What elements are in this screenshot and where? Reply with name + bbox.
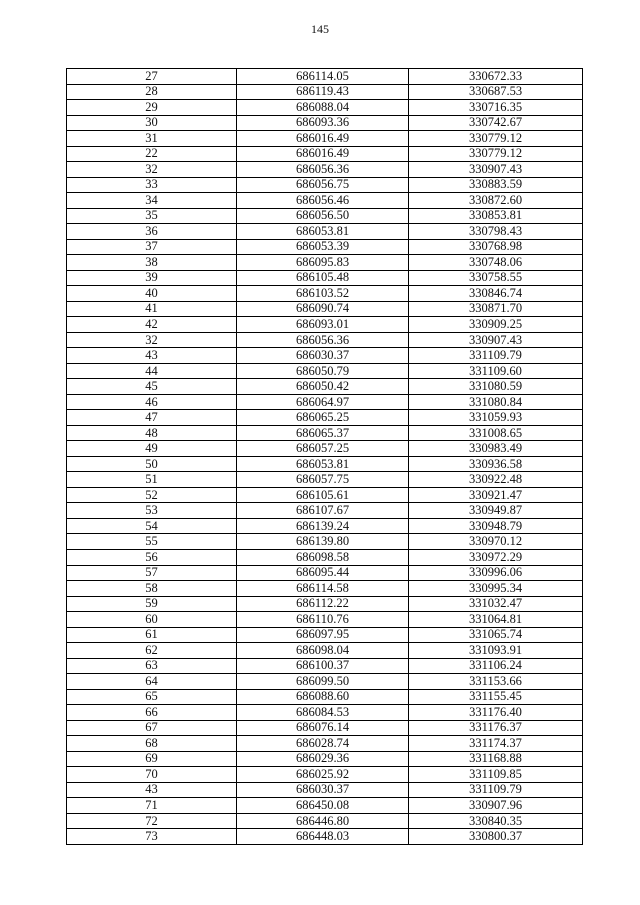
table-row — [67, 317, 583, 333]
y-coordinate-cell: 330840.35 — [409, 813, 583, 829]
table-row — [67, 193, 583, 209]
point-number-cell: 22 — [67, 146, 237, 162]
table-row — [67, 146, 583, 162]
y-coordinate-cell: 331168.88 — [409, 751, 583, 767]
table-row — [67, 255, 583, 271]
table-row — [67, 705, 583, 721]
table-row — [67, 534, 583, 550]
point-number-cell: 73 — [67, 829, 237, 845]
x-coordinate-cell: 686446.80 — [237, 813, 409, 829]
x-coordinate-cell: 686016.49 — [237, 146, 409, 162]
y-coordinate-cell: 330779.12 — [409, 131, 583, 147]
x-coordinate-cell: 686056.36 — [237, 332, 409, 348]
point-number-cell: 36 — [67, 224, 237, 240]
x-coordinate-cell: 686056.75 — [237, 177, 409, 193]
table-row — [67, 332, 583, 348]
point-number-cell: 43 — [67, 348, 237, 364]
x-coordinate-cell: 686057.25 — [237, 441, 409, 457]
point-number-cell: 48 — [67, 425, 237, 441]
table-row — [67, 643, 583, 659]
y-coordinate-cell: 330983.49 — [409, 441, 583, 457]
x-coordinate-cell: 686064.97 — [237, 394, 409, 410]
y-coordinate-cell: 331065.74 — [409, 627, 583, 643]
x-coordinate-cell: 686110.76 — [237, 612, 409, 628]
y-coordinate-cell: 331032.47 — [409, 596, 583, 612]
point-number-cell: 43 — [67, 782, 237, 798]
point-number-cell: 51 — [67, 472, 237, 488]
x-coordinate-cell: 686097.95 — [237, 627, 409, 643]
table-row — [67, 131, 583, 147]
y-coordinate-cell: 330907.96 — [409, 798, 583, 814]
point-number-cell: 34 — [67, 193, 237, 209]
point-number-cell: 33 — [67, 177, 237, 193]
point-number-cell: 46 — [67, 394, 237, 410]
table-row — [67, 503, 583, 519]
y-coordinate-cell: 331109.60 — [409, 363, 583, 379]
x-coordinate-cell: 686053.39 — [237, 239, 409, 255]
table-row — [67, 798, 583, 814]
table-row — [67, 720, 583, 736]
point-number-cell: 57 — [67, 565, 237, 581]
x-coordinate-cell: 686076.14 — [237, 720, 409, 736]
x-coordinate-cell: 686450.08 — [237, 798, 409, 814]
point-number-cell: 29 — [67, 100, 237, 116]
y-coordinate-cell: 330936.58 — [409, 456, 583, 472]
y-coordinate-cell: 331109.79 — [409, 348, 583, 364]
point-number-cell: 67 — [67, 720, 237, 736]
point-number-cell: 38 — [67, 255, 237, 271]
point-number-cell: 56 — [67, 549, 237, 565]
y-coordinate-cell: 330798.43 — [409, 224, 583, 240]
point-number-cell: 72 — [67, 813, 237, 829]
table-row — [67, 782, 583, 798]
table-row — [67, 472, 583, 488]
y-coordinate-cell: 330758.55 — [409, 270, 583, 286]
x-coordinate-cell: 686139.24 — [237, 518, 409, 534]
point-number-cell: 27 — [67, 69, 237, 85]
table-row — [67, 286, 583, 302]
y-coordinate-cell: 330872.60 — [409, 193, 583, 209]
y-coordinate-cell: 331176.40 — [409, 705, 583, 721]
y-coordinate-cell: 331064.81 — [409, 612, 583, 628]
y-coordinate-cell: 331176.37 — [409, 720, 583, 736]
y-coordinate-cell: 330672.33 — [409, 69, 583, 85]
table-row — [67, 224, 583, 240]
x-coordinate-cell: 686107.67 — [237, 503, 409, 519]
x-coordinate-cell: 686090.74 — [237, 301, 409, 317]
table-row — [67, 394, 583, 410]
point-number-cell: 65 — [67, 689, 237, 705]
y-coordinate-cell: 331106.24 — [409, 658, 583, 674]
y-coordinate-cell: 331008.65 — [409, 425, 583, 441]
y-coordinate-cell: 330972.29 — [409, 549, 583, 565]
x-coordinate-cell: 686099.50 — [237, 674, 409, 690]
y-coordinate-cell: 330716.35 — [409, 100, 583, 116]
table-row — [67, 84, 583, 100]
point-number-cell: 66 — [67, 705, 237, 721]
x-coordinate-cell: 686095.83 — [237, 255, 409, 271]
x-coordinate-cell: 686088.60 — [237, 689, 409, 705]
table-row — [67, 379, 583, 395]
y-coordinate-cell: 330995.34 — [409, 581, 583, 597]
y-coordinate-cell: 330949.87 — [409, 503, 583, 519]
point-number-cell: 41 — [67, 301, 237, 317]
table-row — [67, 456, 583, 472]
x-coordinate-cell: 686093.36 — [237, 115, 409, 131]
point-number-cell: 64 — [67, 674, 237, 690]
point-number-cell: 42 — [67, 317, 237, 333]
table-row — [67, 441, 583, 457]
coordinates-table — [66, 68, 583, 845]
table-row — [67, 410, 583, 426]
x-coordinate-cell: 686056.50 — [237, 208, 409, 224]
table-row — [67, 736, 583, 752]
point-number-cell: 53 — [67, 503, 237, 519]
point-number-cell: 39 — [67, 270, 237, 286]
table-row — [67, 301, 583, 317]
x-coordinate-cell: 686057.75 — [237, 472, 409, 488]
table-row — [67, 208, 583, 224]
point-number-cell: 58 — [67, 581, 237, 597]
point-number-cell: 68 — [67, 736, 237, 752]
point-number-cell: 60 — [67, 612, 237, 628]
x-coordinate-cell: 686093.01 — [237, 317, 409, 333]
y-coordinate-cell: 330970.12 — [409, 534, 583, 550]
table-row — [67, 627, 583, 643]
y-coordinate-cell: 330748.06 — [409, 255, 583, 271]
y-coordinate-cell: 331059.93 — [409, 410, 583, 426]
table-row — [67, 813, 583, 829]
y-coordinate-cell: 331093.91 — [409, 643, 583, 659]
y-coordinate-cell: 330909.25 — [409, 317, 583, 333]
point-number-cell: 52 — [67, 487, 237, 503]
table-row — [67, 162, 583, 178]
y-coordinate-cell: 330883.59 — [409, 177, 583, 193]
table-row — [67, 363, 583, 379]
y-coordinate-cell: 331109.85 — [409, 767, 583, 783]
page-number: 145 — [311, 22, 329, 36]
table-row — [67, 596, 583, 612]
point-number-cell: 37 — [67, 239, 237, 255]
point-number-cell: 71 — [67, 798, 237, 814]
point-number-cell: 44 — [67, 363, 237, 379]
x-coordinate-cell: 686098.04 — [237, 643, 409, 659]
point-number-cell: 31 — [67, 131, 237, 147]
point-number-cell: 63 — [67, 658, 237, 674]
table-row — [67, 425, 583, 441]
table-row — [67, 767, 583, 783]
point-number-cell: 70 — [67, 767, 237, 783]
x-coordinate-cell: 686050.42 — [237, 379, 409, 395]
table-row — [67, 689, 583, 705]
y-coordinate-cell: 331109.79 — [409, 782, 583, 798]
table-row — [67, 270, 583, 286]
table-row — [67, 487, 583, 503]
y-coordinate-cell: 330907.43 — [409, 332, 583, 348]
table-row — [67, 177, 583, 193]
x-coordinate-cell: 686028.74 — [237, 736, 409, 752]
point-number-cell: 32 — [67, 162, 237, 178]
y-coordinate-cell: 330871.70 — [409, 301, 583, 317]
y-coordinate-cell: 331080.59 — [409, 379, 583, 395]
point-number-cell: 62 — [67, 643, 237, 659]
y-coordinate-cell: 330687.53 — [409, 84, 583, 100]
table-row — [67, 100, 583, 116]
point-number-cell: 45 — [67, 379, 237, 395]
x-coordinate-cell: 686053.81 — [237, 456, 409, 472]
x-coordinate-cell: 686139.80 — [237, 534, 409, 550]
point-number-cell: 61 — [67, 627, 237, 643]
y-coordinate-cell: 330948.79 — [409, 518, 583, 534]
point-number-cell: 30 — [67, 115, 237, 131]
point-number-cell: 69 — [67, 751, 237, 767]
table-row — [67, 518, 583, 534]
coordinates-table-body — [67, 69, 583, 845]
table-row — [67, 348, 583, 364]
point-number-cell: 28 — [67, 84, 237, 100]
table-row — [67, 674, 583, 690]
table-row — [67, 829, 583, 845]
point-number-cell: 47 — [67, 410, 237, 426]
y-coordinate-cell: 330921.47 — [409, 487, 583, 503]
y-coordinate-cell: 330922.48 — [409, 472, 583, 488]
y-coordinate-cell: 330846.74 — [409, 286, 583, 302]
table-row — [67, 565, 583, 581]
table-row — [67, 549, 583, 565]
x-coordinate-cell: 686029.36 — [237, 751, 409, 767]
table-row — [67, 239, 583, 255]
y-coordinate-cell: 330742.67 — [409, 115, 583, 131]
x-coordinate-cell: 686103.52 — [237, 286, 409, 302]
point-number-cell: 40 — [67, 286, 237, 302]
x-coordinate-cell: 686065.37 — [237, 425, 409, 441]
x-coordinate-cell: 686050.79 — [237, 363, 409, 379]
x-coordinate-cell: 686095.44 — [237, 565, 409, 581]
y-coordinate-cell: 331153.66 — [409, 674, 583, 690]
x-coordinate-cell: 686056.46 — [237, 193, 409, 209]
y-coordinate-cell: 330907.43 — [409, 162, 583, 178]
table-row — [67, 658, 583, 674]
x-coordinate-cell: 686025.92 — [237, 767, 409, 783]
y-coordinate-cell: 330996.06 — [409, 565, 583, 581]
x-coordinate-cell: 686065.25 — [237, 410, 409, 426]
x-coordinate-cell: 686053.81 — [237, 224, 409, 240]
point-number-cell: 50 — [67, 456, 237, 472]
table-row — [67, 612, 583, 628]
x-coordinate-cell: 686030.37 — [237, 782, 409, 798]
point-number-cell: 32 — [67, 332, 237, 348]
x-coordinate-cell: 686448.03 — [237, 829, 409, 845]
x-coordinate-cell: 686105.61 — [237, 487, 409, 503]
table-row — [67, 115, 583, 131]
point-number-cell: 54 — [67, 518, 237, 534]
y-coordinate-cell: 331080.84 — [409, 394, 583, 410]
x-coordinate-cell: 686114.05 — [237, 69, 409, 85]
x-coordinate-cell: 686016.49 — [237, 131, 409, 147]
point-number-cell: 35 — [67, 208, 237, 224]
point-number-cell: 55 — [67, 534, 237, 550]
x-coordinate-cell: 686056.36 — [237, 162, 409, 178]
y-coordinate-cell: 331174.37 — [409, 736, 583, 752]
x-coordinate-cell: 686088.04 — [237, 100, 409, 116]
point-number-cell: 49 — [67, 441, 237, 457]
table-row — [67, 69, 583, 85]
x-coordinate-cell: 686100.37 — [237, 658, 409, 674]
x-coordinate-cell: 686119.43 — [237, 84, 409, 100]
table-row — [67, 581, 583, 597]
y-coordinate-cell: 330853.81 — [409, 208, 583, 224]
x-coordinate-cell: 686084.53 — [237, 705, 409, 721]
y-coordinate-cell: 330768.98 — [409, 239, 583, 255]
table-row — [67, 751, 583, 767]
y-coordinate-cell: 330800.37 — [409, 829, 583, 845]
y-coordinate-cell: 331155.45 — [409, 689, 583, 705]
x-coordinate-cell: 686098.58 — [237, 549, 409, 565]
x-coordinate-cell: 686105.48 — [237, 270, 409, 286]
point-number-cell: 59 — [67, 596, 237, 612]
x-coordinate-cell: 686114.58 — [237, 581, 409, 597]
y-coordinate-cell: 330779.12 — [409, 146, 583, 162]
x-coordinate-cell: 686030.37 — [237, 348, 409, 364]
x-coordinate-cell: 686112.22 — [237, 596, 409, 612]
